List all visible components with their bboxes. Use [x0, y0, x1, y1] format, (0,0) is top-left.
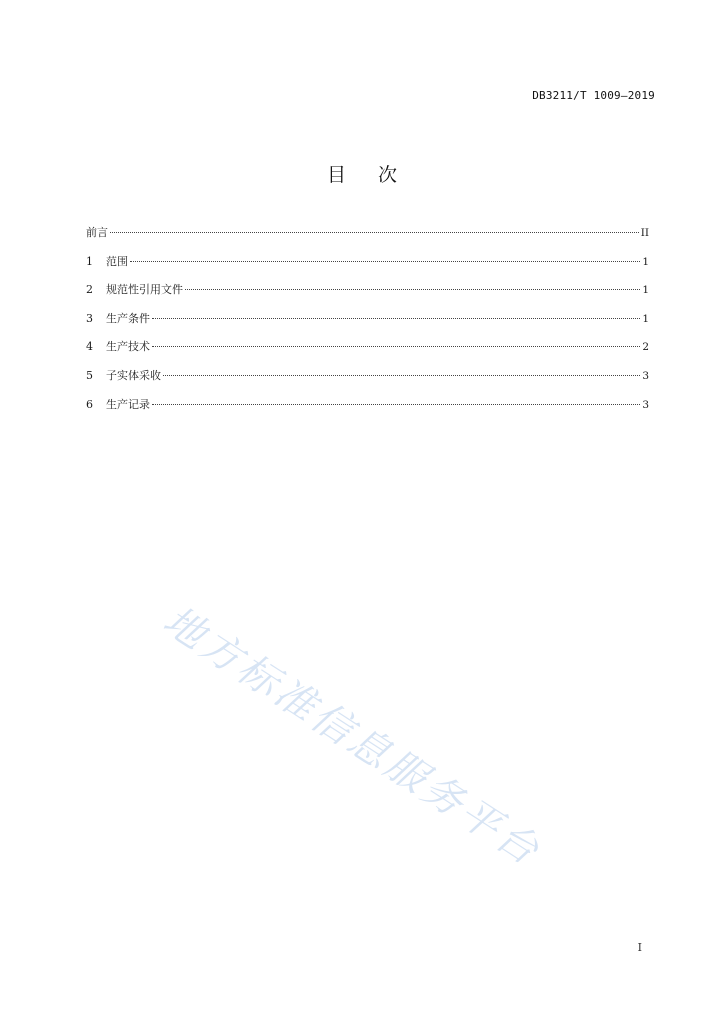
page-number: I	[637, 941, 642, 954]
toc-entry-label: 生产条件	[106, 311, 150, 325]
toc-entry-label: 前言	[86, 226, 108, 239]
toc-page-number: 1	[642, 255, 649, 268]
toc-entry-number: 6	[86, 397, 93, 411]
toc-dot-leader	[110, 232, 639, 233]
toc-entry-foreword[interactable]	[86, 224, 649, 253]
toc-entry-number: 5	[86, 368, 93, 382]
toc-page-number: 1	[642, 312, 649, 325]
toc-entry-scope[interactable]	[86, 253, 649, 282]
toc-entry-number: 1	[86, 254, 93, 268]
table-of-contents	[86, 224, 649, 424]
toc-entry-label: 范围	[106, 254, 128, 268]
toc-page-number: 3	[642, 398, 649, 411]
toc-entry-harvest[interactable]	[86, 367, 649, 396]
toc-page-number: 1	[642, 284, 649, 297]
toc-dot-leader	[130, 261, 640, 262]
toc-entry-label: 生产记录	[106, 397, 150, 411]
toc-entry-label: 子实体采收	[106, 368, 161, 382]
watermark: 地方标准信息服务平台	[155, 597, 550, 876]
toc-entry-number: 3	[86, 311, 93, 325]
toc-dot-leader	[163, 375, 640, 376]
toc-entry-number: 2	[86, 283, 93, 297]
toc-entry-number: 4	[86, 340, 93, 354]
toc-entry-production-conditions[interactable]	[86, 310, 649, 339]
toc-dot-leader	[152, 318, 640, 319]
document-code: DB3211/T 1009—2019	[532, 89, 655, 102]
toc-page-number: 3	[642, 369, 649, 382]
page-title: 目次	[326, 164, 429, 186]
toc-page-number: 2	[642, 341, 649, 354]
toc-dot-leader	[152, 404, 640, 405]
toc-entry-production-technology[interactable]	[86, 338, 649, 367]
toc-dot-leader	[185, 289, 640, 290]
toc-entry-production-records[interactable]	[86, 396, 649, 425]
toc-entry-label: 规范性引用文件	[106, 283, 183, 297]
toc-entry-label: 生产技术	[106, 340, 150, 354]
toc-page-number: II	[640, 227, 649, 239]
toc-dot-leader	[152, 346, 640, 347]
toc-entry-normative-references[interactable]	[86, 281, 649, 310]
